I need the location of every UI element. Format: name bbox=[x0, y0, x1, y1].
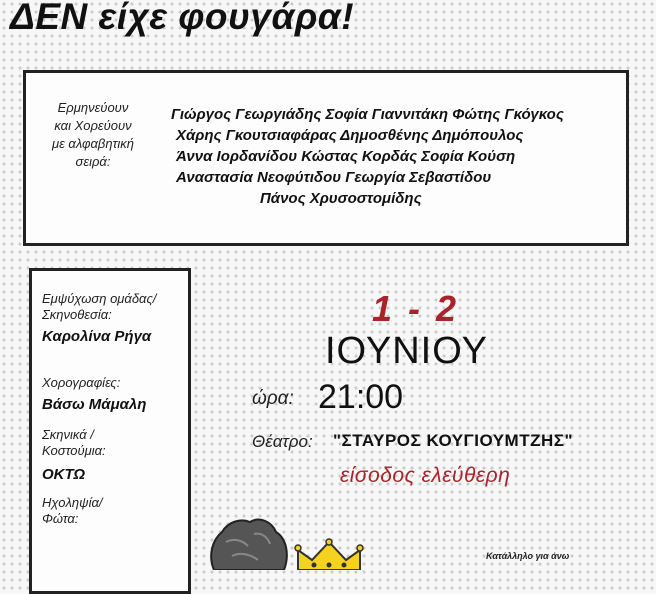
cast-label: Ερμηνεύουν και Χορεύουν με αλφαβητική σειρά: bbox=[51, 100, 135, 169]
crew-name-choreography: Βάσω Μάμαλη bbox=[42, 396, 147, 413]
performance-month: ΙΟΥΝΙΟΥ bbox=[325, 330, 488, 372]
crew-box bbox=[29, 268, 191, 594]
crew-role-sound-lights: Ηχοληψία/ Φώτα: bbox=[42, 495, 103, 526]
time-value: 21:00 bbox=[318, 378, 404, 416]
cast-line: Γιώργος Γεωργιάδης Σοφία Γιαννιτάκη Φώτης Γκόγκος bbox=[171, 106, 564, 123]
crown-icon bbox=[294, 538, 364, 570]
venue-name: "ΣΤΑΥΡΟΣ ΚΟΥΓΙΟΥΜΤΖΗΣ" bbox=[333, 431, 574, 450]
cast-line: Αναστασία Νεοφύτιδου Γεωργία Σεβαστίδου bbox=[176, 169, 492, 186]
crew-role-sets-costumes: Σκηνικά / Κοστούμια: bbox=[42, 427, 106, 458]
age-suitability-note: Κατάλληλο για άνω bbox=[486, 551, 570, 561]
poster-title: ΔΕΝ είχε φουγάρα! bbox=[10, 0, 355, 37]
crew-role-direction: Εμψύχωση ομάδας/ Σκηνοθεσία: bbox=[42, 291, 157, 322]
crew-name-sets-costumes: ΟΚΤΩ bbox=[42, 466, 86, 483]
cast-line: Πάνος Χρυσοστομίδης bbox=[260, 190, 422, 207]
free-entry: είσοδος ελεύθερη bbox=[340, 464, 511, 487]
performance-dates: 1 - 2 bbox=[372, 288, 460, 329]
crew-name-direction: Καρολίνα Ρήγα bbox=[42, 328, 152, 345]
venue-label: Θέατρο: bbox=[252, 432, 313, 451]
cast-box bbox=[23, 70, 629, 246]
cast-line: Χάρης Γκουτσιαφάρας Δημοσθένης Δημόπουλος bbox=[176, 127, 524, 144]
crew-role-choreography: Χορογραφίες: bbox=[42, 375, 121, 390]
rock-illustration bbox=[206, 512, 296, 570]
time-label: ώρα: bbox=[252, 388, 294, 409]
cast-line: Άννα Ιορδανίδου Κώστας Κορδάς Σοφία Κούση bbox=[176, 148, 516, 165]
